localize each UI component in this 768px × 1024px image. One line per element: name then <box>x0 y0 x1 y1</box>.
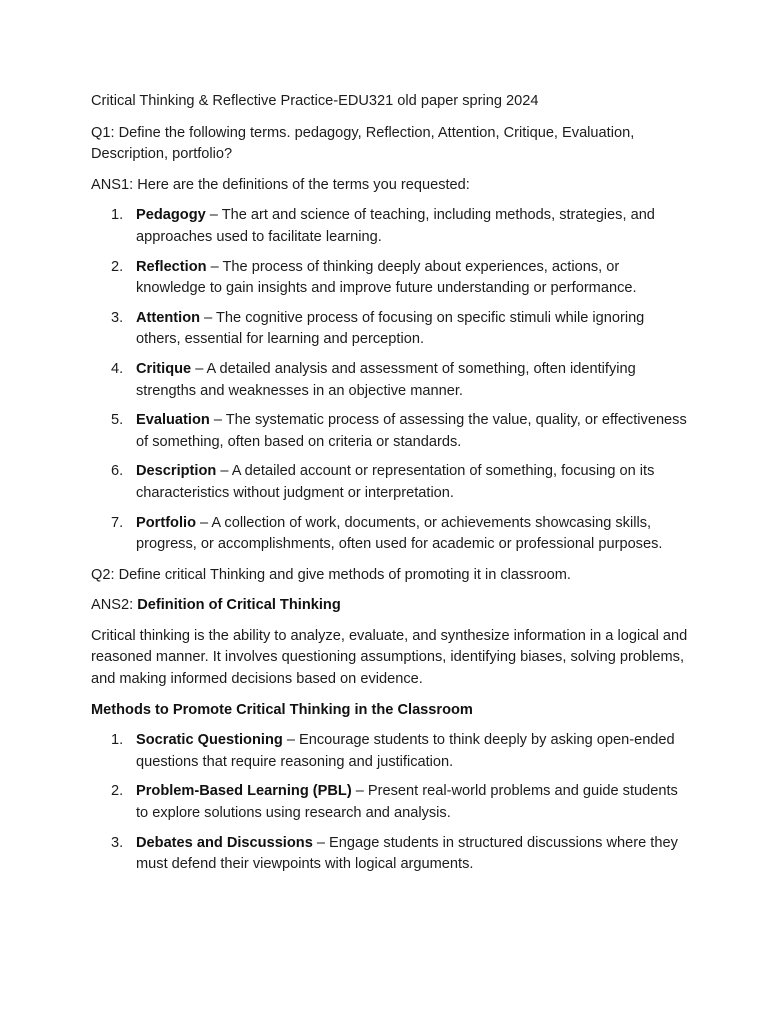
document-title: Critical Thinking & Reflective Practice-EDU321 old paper spring 2024 <box>91 93 539 109</box>
method-term: Socratic Questioning <box>136 732 283 749</box>
definitions-list <box>91 205 688 555</box>
term-definition: – A collection of work, documents, or achievements showcasing skills, progress, or accomplishments, often used for academic or professional purposes. <box>136 514 663 553</box>
definition-item <box>91 359 688 402</box>
list-number: 3. <box>111 309 124 326</box>
list-number: 7. <box>111 514 124 531</box>
list-number: 5. <box>111 412 124 429</box>
list-number: 3. <box>111 834 124 851</box>
term-definition: – The systematic process of assessing the value, quality, or effectiveness of something, often based on criteria or standards. <box>136 412 687 450</box>
list-number: 6. <box>111 463 124 480</box>
term: Reflection <box>136 258 207 275</box>
question-1: Q1: Define the following terms. pedagogy, Reflection, Attention, Critique, Evaluation, Description, portfolio? <box>91 124 635 163</box>
term: Description <box>136 463 217 480</box>
method-item <box>91 730 688 773</box>
term-definition: – The art and science of teaching, including methods, strategies, and approaches used to facilitate learning. <box>136 207 655 245</box>
term: Critique <box>136 360 192 377</box>
list-number: 4. <box>111 360 124 377</box>
term: Pedagogy <box>136 207 206 224</box>
term-definition: – The cognitive process of focusing on specific stimuli while ignoring others, essential for learning and perception. <box>136 309 645 348</box>
term-definition: – A detailed analysis and assessment of something, often identifying strengths and weaknesses in an objective manner. <box>136 360 636 399</box>
answer-prefix: ANS2: <box>91 597 138 614</box>
method-term: Debates and Discussions <box>136 834 313 851</box>
method-description: – Engage students in structured discussions where they must defend their viewpoints with logical arguments. <box>136 834 678 873</box>
method-term: Problem-Based Learning (PBL) <box>136 783 352 800</box>
term-definition: – The process of thinking deeply about experiences, actions, or knowledge to gain insights and improve future understanding or performance. <box>136 258 637 297</box>
term: Evaluation <box>136 412 210 429</box>
methods-heading: Methods to Promote Critical Thinking in the Classroom <box>91 701 473 718</box>
definition-item <box>91 308 688 351</box>
list-number: 2. <box>111 258 124 275</box>
definition-item <box>91 410 688 453</box>
method-description: – Encourage students to think deeply by asking open-ended questions that require reasoning and justification. <box>136 732 675 770</box>
method-description: – Present real-world problems and guide students to explore solutions using research and analysis. <box>136 783 678 822</box>
methods-heading-line <box>91 700 688 722</box>
definition-heading: Definition of Critical Thinking <box>137 597 341 614</box>
answer-2-heading <box>91 595 688 617</box>
definition-item <box>91 205 688 248</box>
term: Attention <box>136 309 201 326</box>
definition-item <box>91 461 688 504</box>
method-item <box>91 833 688 876</box>
term-definition: – A detailed account or representation of something, focusing on its characteristics without judgment or interpretation. <box>136 463 655 501</box>
definition-item <box>91 513 688 556</box>
answer-1-intro: ANS1: Here are the definitions of the terms you requested: <box>91 176 470 193</box>
methods-list <box>91 730 688 876</box>
definition-paragraph: Critical thinking is the ability to analyze, evaluate, and synthesize information in a logical and reasoned manner. It involves questioning assumptions, identifying biases, solving problems, and making informed decisions based on evidence. <box>91 627 688 688</box>
list-number: 2. <box>111 783 124 800</box>
list-number: 1. <box>111 207 124 224</box>
question-2: Q2: Define critical Thinking and give methods of promoting it in classroom. <box>91 566 571 583</box>
term: Portfolio <box>136 514 196 531</box>
method-item <box>91 781 688 824</box>
list-number: 1. <box>111 732 124 749</box>
definition-item <box>91 257 688 300</box>
